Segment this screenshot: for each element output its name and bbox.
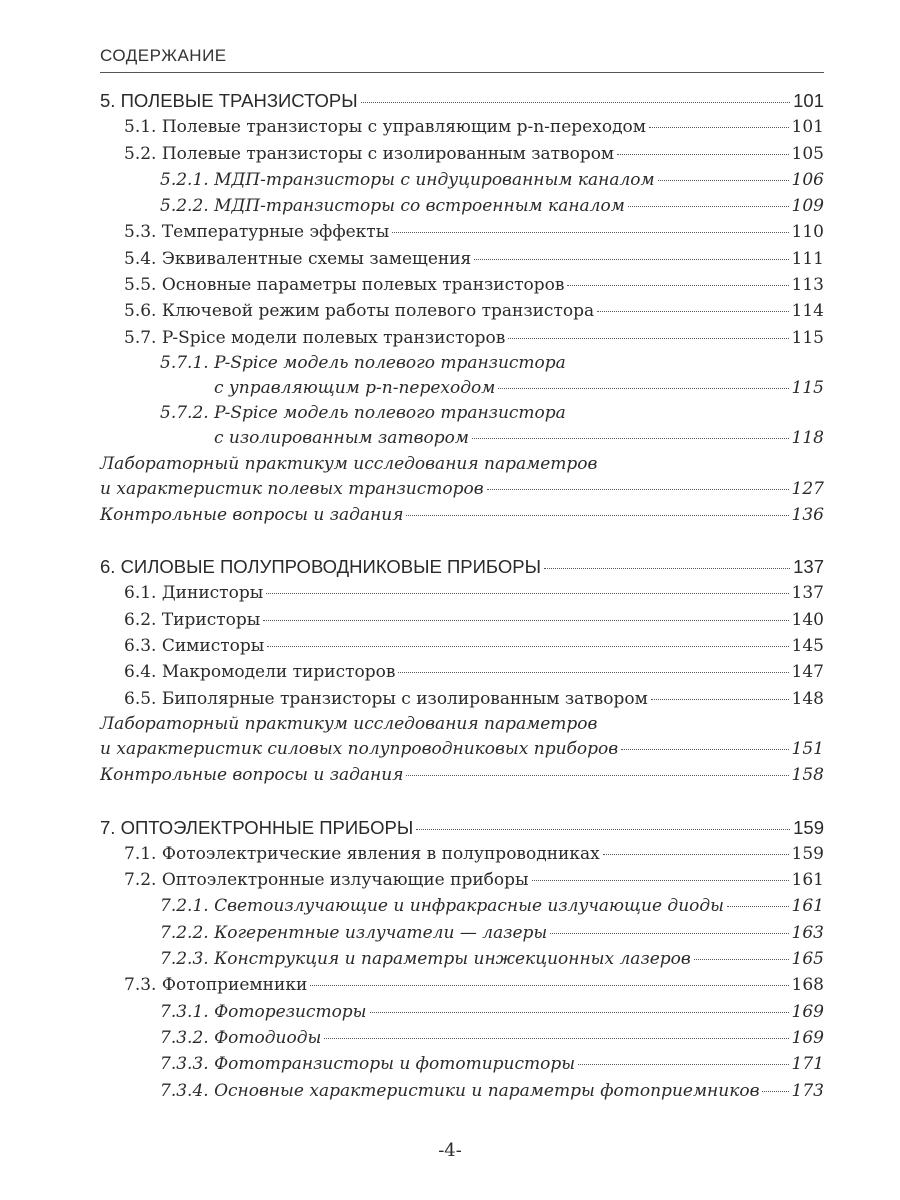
toc-entry-title: 5.2.1. МДП-транзисторы с индуцированным каналом xyxy=(160,169,655,190)
toc-entry-title-cont: с изолированным затвором xyxy=(214,428,469,449)
toc-page-number: 145 xyxy=(791,636,824,657)
toc-page-number: 168 xyxy=(791,975,824,996)
toc-entry-title: 7.3.2. Фотодиоды xyxy=(160,1027,322,1048)
dot-leader xyxy=(649,127,789,128)
toc-page-number: 101 xyxy=(791,117,824,138)
toc-entry[interactable] xyxy=(100,762,824,788)
toc-section[interactable] xyxy=(100,325,824,351)
toc-page-number: 114 xyxy=(791,301,824,322)
dot-leader xyxy=(694,959,789,960)
toc-subsection[interactable] xyxy=(100,193,824,219)
toc-section[interactable] xyxy=(100,141,824,167)
toc-entry-line xyxy=(100,452,824,476)
toc-entry-title: 7.3. Фотоприемники xyxy=(124,975,308,996)
toc-subsection[interactable] xyxy=(100,167,824,193)
toc-page-number: 113 xyxy=(791,275,824,296)
section-gap xyxy=(100,528,824,554)
toc-page-number: 163 xyxy=(791,922,824,943)
toc-section[interactable] xyxy=(100,867,824,893)
toc-page-number: 148 xyxy=(791,688,824,709)
toc-chapter[interactable] xyxy=(100,815,824,841)
toc-page-number: 147 xyxy=(791,662,824,683)
dot-leader xyxy=(392,232,788,233)
dot-leader xyxy=(398,672,788,673)
page-number: -4- xyxy=(438,1140,462,1161)
toc-page-number: 106 xyxy=(791,169,824,190)
toc-entry-title: 5.3. Температурные эффекты xyxy=(124,222,390,243)
toc-entry-title: 7.2.3. Конструкция и параметры инжекционных лазеров xyxy=(160,949,691,970)
dot-leader xyxy=(324,1038,788,1039)
toc-page-number: 136 xyxy=(791,504,824,525)
dot-leader xyxy=(658,180,789,181)
dot-leader xyxy=(406,515,788,516)
toc-page-number: 137 xyxy=(791,583,824,604)
dot-leader xyxy=(651,699,789,700)
toc-entry-title: 7.2. Оптоэлектронные излучающие приборы xyxy=(124,870,529,891)
toc-section[interactable] xyxy=(100,114,824,140)
toc-entry[interactable] xyxy=(100,476,824,502)
toc-entry-line xyxy=(100,351,824,375)
toc-subsection[interactable] xyxy=(100,1078,824,1104)
toc-entry-title: 5.2.2. МДП-транзисторы со встроенным каналом xyxy=(160,196,625,217)
dot-leader xyxy=(628,206,789,207)
toc-entry-title: Контрольные вопросы и задания xyxy=(100,765,404,786)
dot-leader xyxy=(361,102,791,103)
toc-section[interactable] xyxy=(100,972,824,998)
toc-entry-title: 5.1. Полевые транзисторы с управляющим p-n-переходом xyxy=(124,117,646,138)
toc-subsection[interactable] xyxy=(100,893,824,919)
toc-entry-title: 7.3.1. Фоторезисторы xyxy=(160,1001,367,1022)
toc-entry-title: 6.3. Симисторы xyxy=(124,636,265,657)
dot-leader xyxy=(310,985,788,986)
toc-page-number: 111 xyxy=(791,248,824,269)
toc-entry[interactable] xyxy=(100,375,824,401)
toc-page-number: 118 xyxy=(791,428,824,449)
toc-page-number: 165 xyxy=(791,949,824,970)
toc-entry-title: 6. СИЛОВЫЕ ПОЛУПРОВОДНИКОВЫЕ ПРИБОРЫ xyxy=(100,556,541,578)
toc-section[interactable] xyxy=(100,219,824,245)
dot-leader xyxy=(263,620,788,621)
header-rule xyxy=(100,72,824,73)
toc-page-number: 161 xyxy=(791,870,824,891)
toc-entry-title: 7.1. Фотоэлектрические явления в полупроводниках xyxy=(124,843,600,864)
dot-leader xyxy=(370,1012,789,1013)
toc-entry-title: 5.7.2. P-Spice модель полевого транзистора xyxy=(160,403,566,424)
toc-page-number: 137 xyxy=(793,556,824,578)
toc-entry-title: 7.3.4. Основные характеристики и параметры фотоприемников xyxy=(160,1080,760,1101)
dot-leader xyxy=(406,775,788,776)
dot-leader xyxy=(621,749,788,750)
dot-leader xyxy=(472,438,789,439)
toc-entry-line xyxy=(100,712,824,736)
toc-entry[interactable] xyxy=(100,736,824,762)
toc-entry-title: 6.2. Тиристоры xyxy=(124,609,261,630)
toc-entry-title: Лабораторный практикум исследования параметров xyxy=(100,713,598,734)
toc-page-number: 159 xyxy=(793,816,824,838)
toc-chapter[interactable] xyxy=(100,554,824,580)
toc-entry-title: 5.5. Основные параметры полевых транзисторов xyxy=(124,275,565,296)
toc-entry-title: 5.4. Эквивалентные схемы замещения xyxy=(124,248,472,269)
toc-entry[interactable] xyxy=(100,502,824,528)
toc-page-number: 109 xyxy=(791,196,824,217)
table-of-contents xyxy=(100,88,824,1104)
dot-leader xyxy=(487,489,789,490)
dot-leader xyxy=(508,338,788,339)
toc-page-number: 110 xyxy=(791,222,824,243)
toc-page-number: 101 xyxy=(793,90,824,111)
dot-leader xyxy=(267,646,788,647)
toc-section[interactable] xyxy=(100,298,824,324)
toc-entry-title: 5.7.1. P-Spice модель полевого транзистора xyxy=(160,352,566,373)
toc-entry-title: 6.5. Биполярные транзисторы с изолированным затвором xyxy=(124,688,648,709)
toc-subsection[interactable] xyxy=(100,920,824,946)
toc-entry-title: 7. ОПТОЭЛЕКТРОННЫЕ ПРИБОРЫ xyxy=(100,816,414,838)
toc-entry-title: Контрольные вопросы и задания xyxy=(100,504,404,525)
toc-section[interactable] xyxy=(100,272,824,298)
toc-entry-title: Лабораторный практикум исследования параметров xyxy=(100,453,598,474)
toc-page-number: 105 xyxy=(791,143,824,164)
toc-page-number: 169 xyxy=(791,1001,824,1022)
dot-leader xyxy=(544,568,790,569)
dot-leader xyxy=(578,1064,788,1065)
toc-section[interactable] xyxy=(100,607,824,633)
toc-entry-title-cont: и характеристик полевых транзисторов xyxy=(100,478,484,499)
toc-page-number: 140 xyxy=(791,609,824,630)
toc-page-number: 173 xyxy=(791,1080,824,1101)
dot-leader xyxy=(617,154,788,155)
toc-entry-line xyxy=(100,401,824,425)
toc-entry[interactable] xyxy=(100,425,824,451)
dot-leader xyxy=(550,933,788,934)
dot-leader xyxy=(727,906,789,907)
toc-section[interactable] xyxy=(100,246,824,272)
dot-leader xyxy=(567,285,788,286)
dot-leader xyxy=(603,854,789,855)
toc-entry-title-cont: и характеристик силовых полупроводниковых приборов xyxy=(100,738,619,759)
dot-leader xyxy=(498,388,788,389)
toc-page-number: 151 xyxy=(791,738,824,759)
toc-section[interactable] xyxy=(100,659,824,685)
toc-entry-title: 5. ПОЛЕВЫЕ ТРАНЗИСТОРЫ xyxy=(100,90,358,111)
toc-page-number: 161 xyxy=(791,896,824,917)
dot-leader xyxy=(416,829,790,830)
toc-entry-title: 5.7. P-Spice модели полевых транзисторов xyxy=(124,327,506,348)
dot-leader xyxy=(532,880,789,881)
toc-subsection[interactable] xyxy=(100,999,824,1025)
toc-chapter[interactable] xyxy=(100,88,824,114)
toc-entry-title: 7.3.3. Фототранзисторы и фототиристоры xyxy=(160,1054,576,1075)
toc-entry-title-cont: с управляющим p-n-переходом xyxy=(214,377,496,398)
toc-subsection[interactable] xyxy=(100,1051,824,1077)
toc-subsection[interactable] xyxy=(100,1025,824,1051)
toc-entry-title: 5.6. Ключевой режим работы полевого транзистора xyxy=(124,301,595,322)
toc-page-number: 115 xyxy=(791,377,824,398)
toc-page-number: 171 xyxy=(791,1054,824,1075)
toc-page-number: 169 xyxy=(791,1027,824,1048)
running-head: СОДЕРЖАНИЕ xyxy=(100,46,227,65)
section-gap xyxy=(100,789,824,815)
dot-leader xyxy=(597,311,788,312)
toc-page-number: 158 xyxy=(791,765,824,786)
toc-entry-title: 6.4. Макромодели тиристоров xyxy=(124,662,396,683)
toc-section[interactable] xyxy=(100,841,824,867)
toc-entry-title: 7.2.2. Когерентные излучатели — лазеры xyxy=(160,922,548,943)
toc-section[interactable] xyxy=(100,686,824,712)
toc-entry-title: 7.2.1. Светоизлучающие и инфракрасные излучающие диоды xyxy=(160,896,725,917)
dot-leader xyxy=(762,1091,788,1092)
toc-page-number: 159 xyxy=(791,843,824,864)
dot-leader xyxy=(266,593,788,594)
toc-entry-title: 5.2. Полевые транзисторы с изолированным затвором xyxy=(124,143,615,164)
toc-subsection[interactable] xyxy=(100,946,824,972)
toc-section[interactable] xyxy=(100,580,824,606)
toc-page-number: 115 xyxy=(791,327,824,348)
toc-section[interactable] xyxy=(100,633,824,659)
toc-entry-title: 6.1. Динисторы xyxy=(124,583,264,604)
toc-page-number: 127 xyxy=(791,478,824,499)
dot-leader xyxy=(474,259,788,260)
